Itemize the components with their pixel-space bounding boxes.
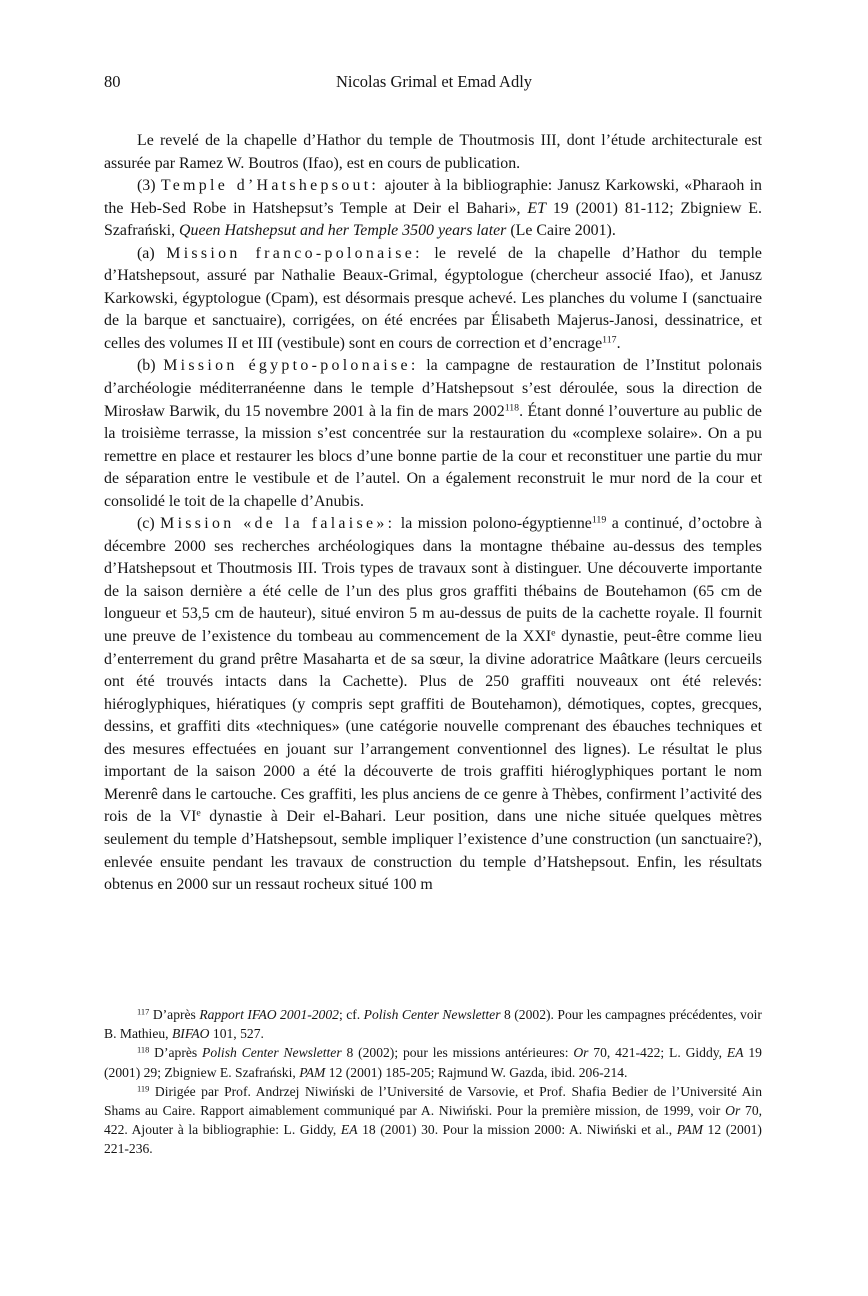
text-run: 70, 422. Ajouter à la bibliographie: L. Giddy, [104, 1103, 763, 1138]
journal-title: ET [527, 199, 546, 217]
text-run: . Étant donné l’ouverture au public de la troisième terrasse, la mission s’est concentrée sur la restauration du «complexe solaire». On a pu remettre en place et restaurer les blocs d’une bonne partie de la cour et reconstituer une partie du mur de séparation entre le vestibule et de l’autel. On a également reconstruit le mur nord de la cour et consolidé le toit de la chapelle d’Anubis. [104, 402, 762, 510]
page-number: 80 [104, 72, 121, 91]
body-text [104, 130, 762, 897]
footnote-number: 118 [137, 1044, 150, 1055]
footnote-118 [104, 1043, 762, 1081]
italic-title: Polish Center Newsletter [202, 1045, 342, 1061]
footnote-ref-117[interactable]: 117 [602, 334, 617, 346]
paragraph-1 [104, 130, 762, 175]
footnote-117 [104, 1005, 762, 1043]
italic-title: PAM [299, 1064, 326, 1080]
paragraph-mission-de-la-falaise [104, 513, 762, 896]
running-title: Nicolas Grimal et Emad Adly [335, 72, 533, 91]
italic-title: BIFAO [171, 1026, 210, 1042]
section-number: (a) [137, 244, 155, 262]
italic-title: EA [340, 1122, 358, 1138]
footnote-119 [104, 1082, 762, 1159]
italic-title: Polish Center Newsletter [363, 1007, 501, 1022]
footnote-number: 119 [137, 1083, 150, 1094]
footnotes [104, 1005, 762, 1159]
text-run: D’après [154, 1045, 198, 1061]
text-run: 12 (2001) 185-205; Rajmund W. Gazda, ibid. 206-214. [328, 1064, 628, 1080]
italic-title: Or [725, 1103, 741, 1119]
paragraph-temple-hatshepsout [104, 175, 762, 243]
italic-title: EA [726, 1045, 744, 1061]
text-run: ajouter à la bibliographie: Janusz Karkowski, «Pharaoh in the Heb-Sed Robe in Hatshepsut’s Temple at Deir el Bahari», [104, 177, 762, 217]
text-run: . [616, 334, 621, 352]
text-run: a continué, d’octobre à décembre 2000 ses recherches archéologiques dans la montagne thébaine au-dessus des temples d’Hatshepsout et Thoutmosis III. Trois types de travaux sont à distinguer. Une découverte importante de la saison dernière a été celle de l’un des plus gros graffiti thébains de Boutehamon (65 cm de longueur et 53,5 cm de hauteur), situé environ 5 m au-dessus de puits de la cachette royale. Il fournit une preuve de l’existence du tombeau au commencement de la XXI [104, 515, 762, 646]
section-number: (c) [137, 515, 155, 533]
text-run: 18 (2001) 30. Pour la mission 2000: A. Niwiński et al., [362, 1122, 673, 1138]
italic-title: Rapport IFAO 2001-2002 [199, 1007, 339, 1022]
italic-title: PAM [676, 1122, 703, 1138]
text-run: 19 (2001) 29; Zbigniew E. Szafrański, [104, 1045, 762, 1080]
text-run: 70, 421-422; L. Giddy, [593, 1045, 723, 1061]
text-run: ; cf. [338, 1007, 361, 1022]
text-run: 19 (2001) 81-112; Zbigniew E. Szafrański, [104, 199, 762, 240]
paragraph-mission-franco-polonaise [104, 243, 762, 356]
text-run: dynastie à Deir el-Bahari. Leur position, dans une niche située quelques mètres seulement du temple d’Hatshepsout, semble impliquer l’existence d’une construction (un sanctuaire?), enlevée ensuite pendant les travaux de construction du temple d’Hatshepsout. Enfin, les résultats obtenus en 2000 sur un ressaut rocheux situé 100 m [104, 808, 762, 894]
text-run: la mission polono-égyptienne [400, 515, 592, 533]
text-run: 8 (2002). Pour les campagnes précédentes, voir B. Mathieu, [104, 1007, 762, 1042]
ordinal-superscript: e [551, 627, 556, 639]
footnote-number: 117 [137, 1006, 150, 1017]
text-run: D’après [152, 1007, 196, 1022]
text-run: 12 (2001) 221-236. [104, 1122, 762, 1157]
text-run: 101, 527. [212, 1026, 264, 1042]
section-number: (3) [137, 177, 156, 195]
section-heading: Mission franco-polonaise: [166, 244, 423, 262]
paragraph-mission-egypto-polonaise [104, 355, 762, 513]
text-run: Dirigée par Prof. Andrzej Niwiński de l’Université de Varsovie, et Prof. Shafia Bedier de l’Université Ain Shams au Caire. Rapport aimablement communiqué par A. Niwiński. Pour la première mission, de 1999, voir [104, 1083, 762, 1119]
footnote-ref-118[interactable]: 118 [504, 402, 520, 414]
ordinal-superscript: e [196, 807, 201, 819]
book-title: Queen Hatshepsut and her Temple 3500 years later [179, 222, 507, 240]
section-number: (b) [137, 357, 156, 375]
text-run: la campagne de restauration de l’Institut polonais d’archéologie méditerranéenne dans le temple d’Hatshepsout s’est déroulée, sous la direction de Mirosław Barwik, du 15 novembre 2001 à la fin de mars 2002 [104, 357, 762, 420]
italic-title: Or [573, 1045, 589, 1061]
running-header [104, 70, 764, 94]
text-run: dynastie, peut-être comme lieu d’enterrement du grand prêtre Masaharta et de sa sœur, la divine adoratrice Maâtkare (leurs cercueils ont été trouvés intacts dans la Cachette). Plus de 250 graffiti nouveaux ont été relevés: hiéroglyphiques, hiératiques (y compris sept graffiti de Boutehamon), démotiques, coptes, grecques, dessins, et graffiti dits «techniques» (une catégorie nouvelle comprenant des ébauches techniques et des mesures effectuées en jouant sur l’arrangement conventionnel des lignes). Le résultat le plus important de la saison 2000 a été la découverte de trois graffiti hiéroglyphiques portant le nom Merenrê dans le cartouche. Ces graffiti, les plus anciens de ce genre à Thèbes, confirment l’activité des rois de la VI [104, 628, 762, 826]
paragraph-1-text: Le revelé de la chapelle d’Hathor du temple de Thoutmosis III, dont l’étude architecturale est assurée par Ramez W. Boutros (Ifao), est en cours de publication. [104, 132, 762, 172]
text-run: le revelé de la chapelle d’Hathor du temple d’Hatshepsout, assuré par Nathalie Beaux-Grimal, égyptologue (chercheur associé Ifao), et Janusz Karkowski, égyptologue (Cpam), est désormais presque achevé. Les planches du volume I (sanctuaire de la barque et sanctuaire), corrigées, on été encrées par Élisabeth Majerus-Janosi, dessinatrice, et celles des volumes II et III (vestibule) sont en cours de correction et d’encrage [104, 244, 762, 352]
footnote-ref-119[interactable]: 119 [591, 514, 607, 526]
text-run: (Le Caire 2001). [510, 222, 616, 240]
section-heading: Mission égypto-polonaise: [163, 357, 419, 375]
section-heading: Mission «de la falaise»: [160, 515, 396, 533]
text-run: 8 (2002); pour les missions antérieures: [346, 1045, 569, 1061]
section-heading: Temple d’Hatshepsout: [160, 177, 380, 195]
